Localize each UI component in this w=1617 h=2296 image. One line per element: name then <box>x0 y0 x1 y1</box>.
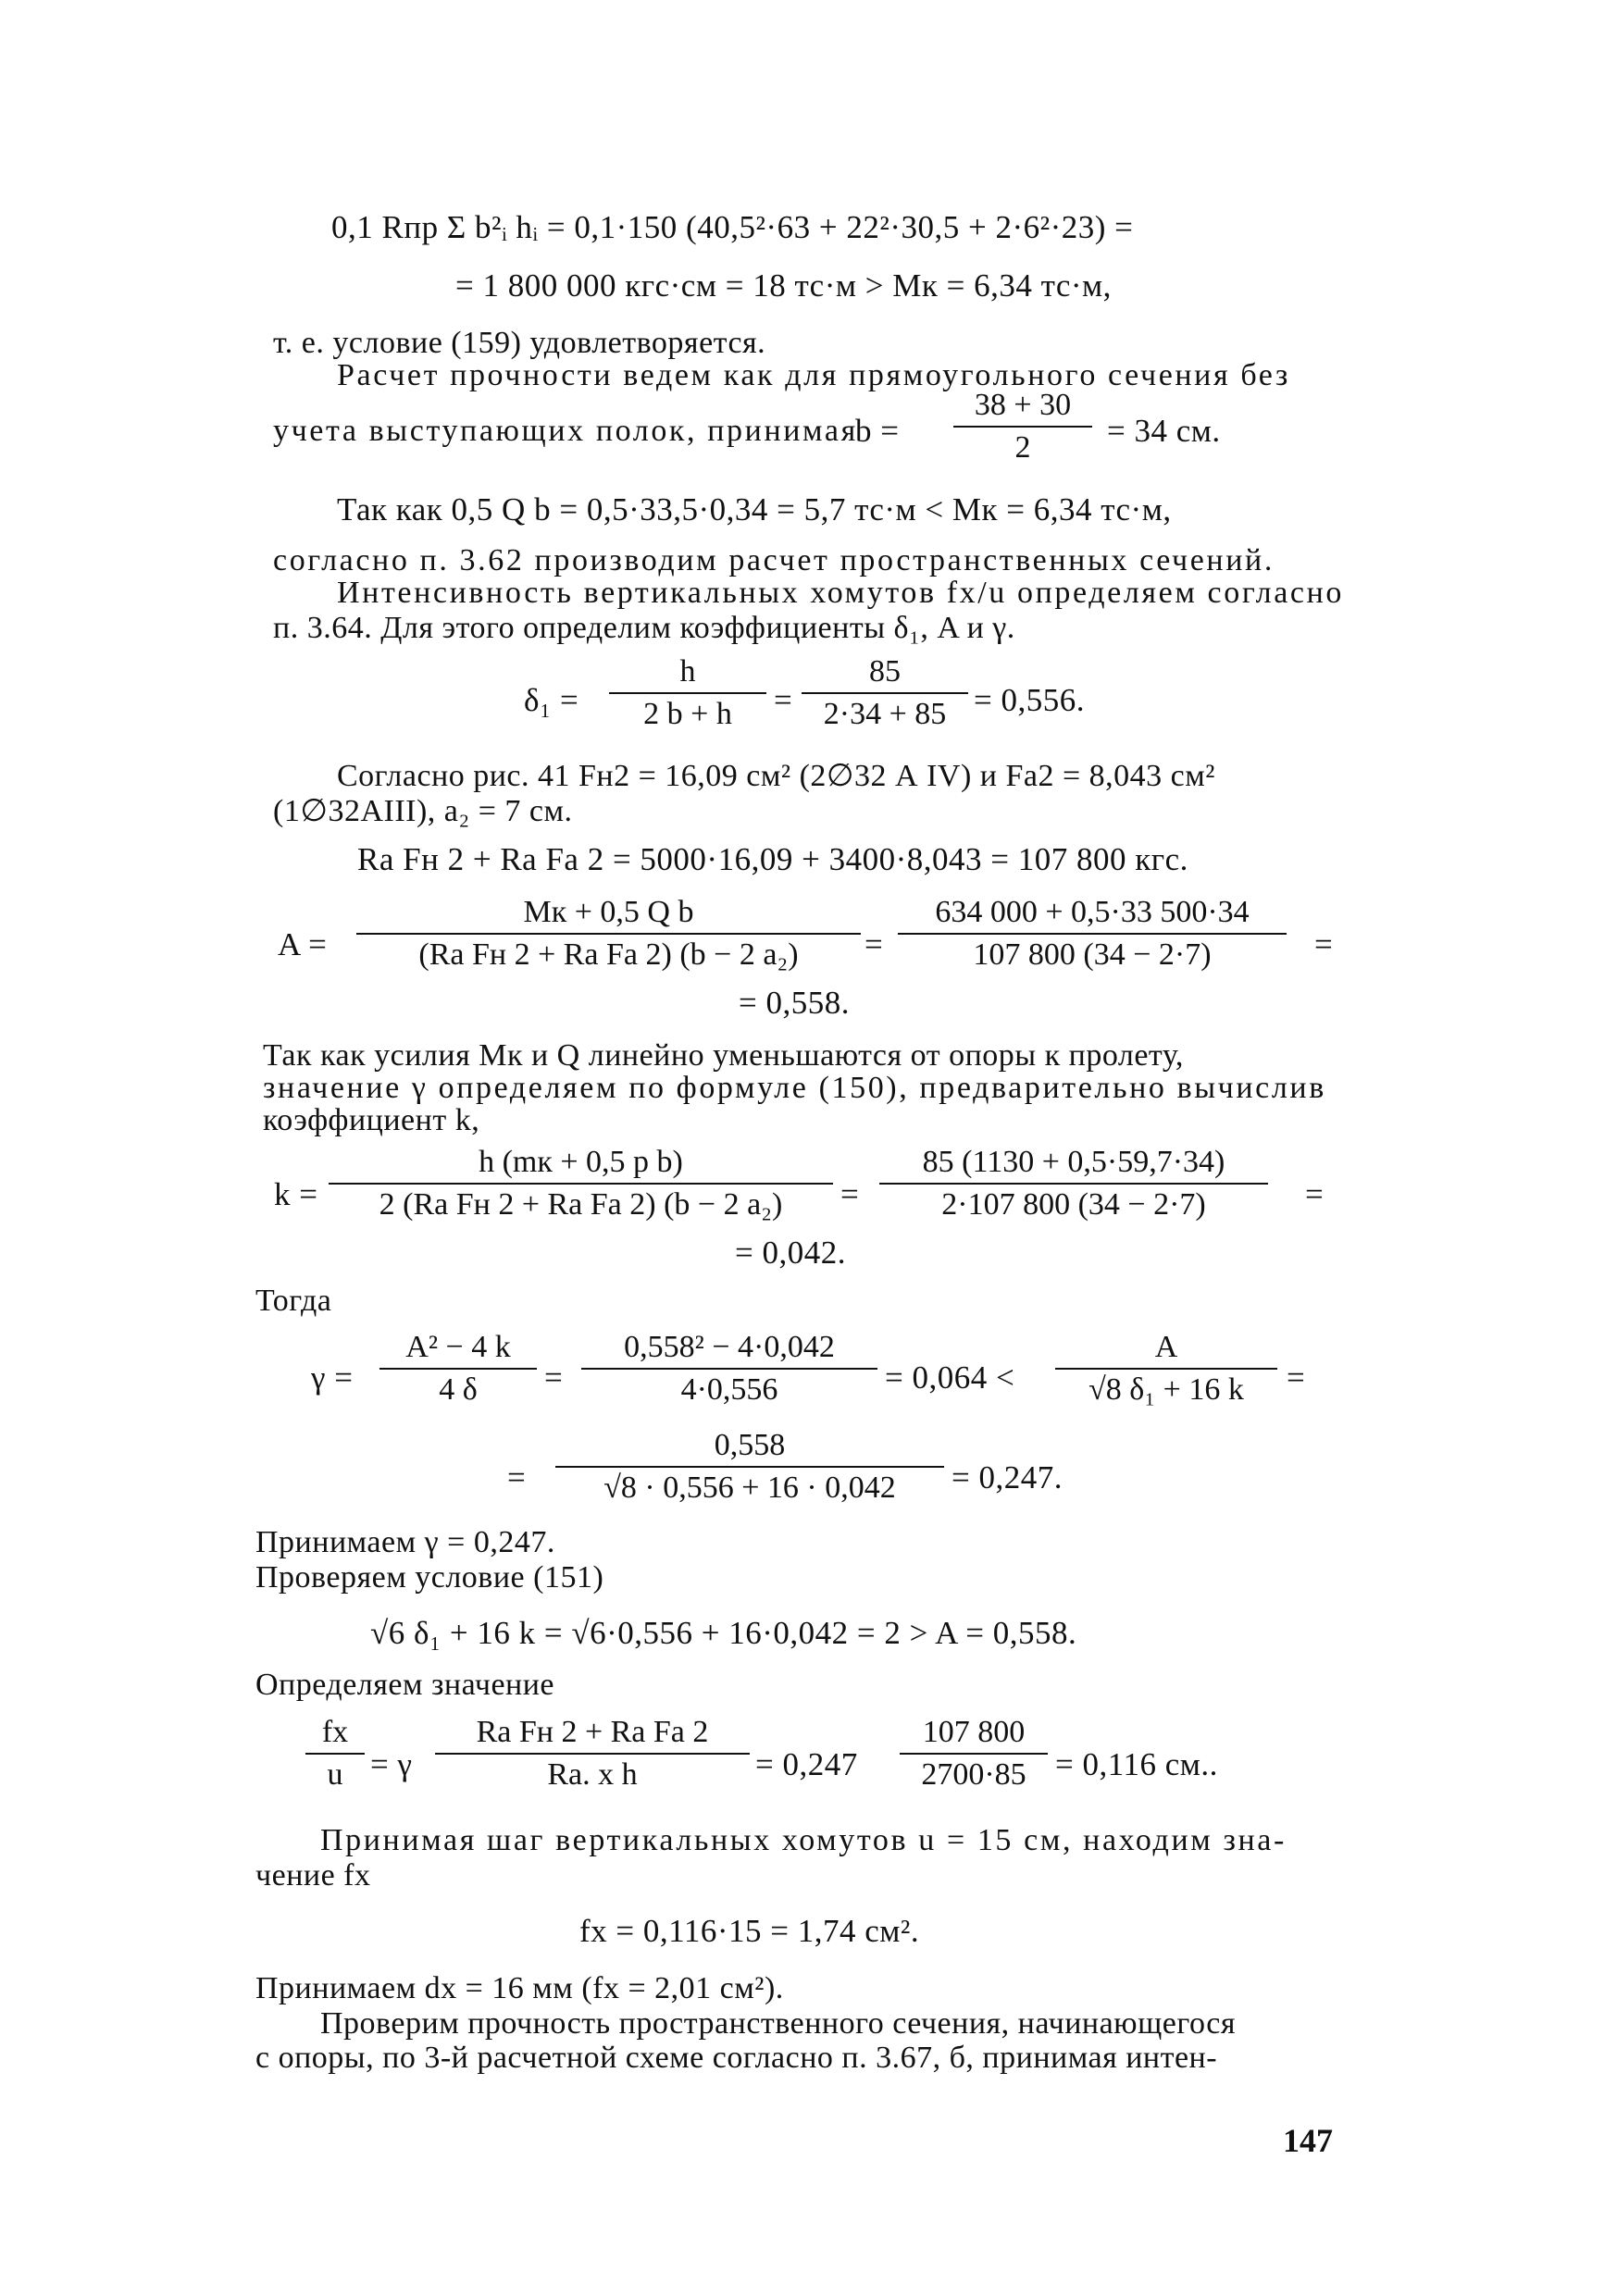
text-line: (1∅32АIII), a₂ = 7 см. <box>273 794 573 828</box>
equation-fx-mid2: = 0,247 <box>755 1746 858 1782</box>
fraction-denominator: √8 · 0,556 + 16 · 0,042 <box>555 1466 944 1507</box>
fraction-numerator: 107 800 <box>922 1715 1026 1749</box>
fraction-denominator: (Rа Fн 2 + Rа Fа 2) (b − 2 a₂) <box>356 933 861 974</box>
fraction-numerator: Mк + 0,5 Q b <box>523 895 694 929</box>
fraction-numerator: h (mк + 0,5 p b) <box>479 1145 683 1179</box>
text-line: Определяем значение <box>255 1668 555 1702</box>
fraction-denominator: 2 b + h <box>609 692 766 733</box>
text-line: Согласно рис. 41 Fн2 = 16,09 см² (2∅32 А IV) и Fа2 = 8,043 см² <box>337 759 1215 793</box>
fraction-numerator: 85 <box>869 654 901 689</box>
fraction-numerator: 634 000 + 0,5·33 500·34 <box>935 895 1250 929</box>
equals-sign: = <box>864 926 884 962</box>
fraction-numerator: fx <box>321 1715 349 1749</box>
fraction-denominator: 2700·85 <box>900 1753 1048 1793</box>
equation-torque-check: Так как 0,5 Q b = 0,5·33,5·0,34 = 5,7 тс·м < Mк = 6,34 тс·м, <box>337 491 1172 527</box>
equation-fx-value: fx = 0,116·15 = 1,74 см². <box>579 1913 920 1949</box>
text-line: Так как усилия Mк и Q линейно уменьшаются от опоры к пролету, <box>263 1038 1184 1073</box>
equals-sign: = <box>1287 1359 1306 1396</box>
fraction-fx-numeric <box>900 1714 1048 1793</box>
equation-delta-result: = 0,556. <box>974 682 1085 718</box>
equals-sign: = <box>1305 1176 1325 1212</box>
text-line: Расчет прочности ведем как для прямоугольного сечения без <box>337 358 1290 392</box>
fraction-denominator: √8 δ₁ + 16 k <box>1055 1368 1277 1409</box>
equation-A-result: = 0,558. <box>739 985 850 1021</box>
equation-b-lhs: b = <box>855 413 900 449</box>
fraction-denominator: 4·0,556 <box>581 1368 877 1409</box>
equation-gamma-lhs: γ = <box>311 1359 354 1396</box>
fraction-fx-forces <box>435 1714 750 1793</box>
fraction-gamma-limit <box>1055 1329 1277 1409</box>
fraction-delta <box>609 653 766 733</box>
text-line: Принимаем γ = 0,247. <box>255 1525 555 1559</box>
equation-moment-result: = 1 800 000 кгс·см = 18 тс·м > Mк = 6,34 тс·м, <box>455 267 1112 304</box>
text-line: с опоры, по 3-й расчетной схеме согласно п. 3.67, б, принимая интен- <box>255 2041 1218 2075</box>
text-line: Принимая шаг вертикальных хомутов u = 15 см, находим зна- <box>320 1823 1287 1857</box>
fraction-gamma <box>379 1329 537 1409</box>
fraction-k-numeric <box>879 1144 1268 1223</box>
text-line: п. 3.64. Для этого определим коэффициенты δ₁, A и γ. <box>273 611 1015 645</box>
fraction-numerator: 0,558² − 4·0,042 <box>624 1330 835 1364</box>
equals-sign: = <box>1314 926 1334 962</box>
fraction-numerator: 38 + 30 <box>974 388 1072 422</box>
fraction-A-numeric <box>898 894 1287 974</box>
fraction-k <box>329 1144 833 1223</box>
fraction-b <box>953 387 1092 466</box>
equation-fx-result: = 0,116 см.. <box>1055 1746 1218 1782</box>
equals-sign: = <box>840 1176 860 1212</box>
fraction-denominator: Rа. x h <box>435 1753 750 1793</box>
equation-A-lhs: A = <box>278 926 328 962</box>
fraction-numerator: Rа Fн 2 + Rа Fа 2 <box>476 1715 709 1749</box>
page-number: 147 <box>1283 2122 1333 2159</box>
fraction-gamma-numeric <box>581 1329 877 1409</box>
fraction-denominator: 2 (Rа Fн 2 + Rа Fа 2) (b − 2 a₂) <box>329 1183 833 1223</box>
fraction-denominator: 107 800 (34 − 2·7) <box>898 933 1287 974</box>
text-line: коэффициент k, <box>263 1103 480 1137</box>
equation-k-result: = 0,042. <box>735 1235 846 1271</box>
equation-gamma-mid: = 0,064 < <box>885 1359 1015 1396</box>
text-line: Проверим прочность пространственного сечения, начинающегося <box>320 2006 1237 2041</box>
fraction-denominator: 2 <box>953 426 1092 466</box>
equation-k-lhs: k = <box>274 1176 318 1212</box>
fraction-delta-numeric <box>802 653 968 733</box>
text-line: Проверяем условие (151) <box>255 1560 604 1595</box>
text-line: Тогда <box>255 1284 332 1318</box>
equation-fx-mid: = γ <box>370 1746 413 1782</box>
fraction-numerator: A² − 4 k <box>405 1330 511 1364</box>
text-line: Принимаем dx = 16 мм (fx = 2,01 см²). <box>255 1971 784 2005</box>
fraction-A <box>356 894 861 974</box>
equation-condition-151: √6 δ₁ + 16 k = √6·0,556 + 16·0,042 = 2 > A = 0,558. <box>370 1615 1077 1651</box>
equation-force-sum: Rа Fн 2 + Rа Fа 2 = 5000·16,09 + 3400·8,043 = 107 800 кгс. <box>357 841 1188 877</box>
fraction-numerator: h <box>679 654 696 689</box>
fraction-denominator: 2·107 800 (34 − 2·7) <box>879 1183 1268 1223</box>
equation-b-rhs: = 34 см. <box>1107 413 1221 449</box>
text-line: согласно п. 3.62 производим расчет пространственных сечений. <box>273 543 1275 577</box>
equals-sign: = <box>774 682 793 718</box>
fraction-numerator: 85 (1130 + 0,5·59,7·34) <box>922 1145 1225 1179</box>
fraction-denominator: u <box>305 1753 365 1793</box>
fraction-denominator: 4 δ <box>379 1368 537 1409</box>
equation-moment-sum: 0,1 Rпр Σ b²ᵢ hᵢ = 0,1·150 (40,5²·63 + 22²·30,5 + 2·6²·23) = <box>331 209 1134 245</box>
fraction-denominator: 2·34 + 85 <box>802 692 968 733</box>
text-line: чение fx <box>255 1858 371 1893</box>
fraction-fx-u <box>305 1714 365 1793</box>
equation-gamma-result: = 0,247. <box>952 1459 1063 1496</box>
equals-sign: = <box>544 1359 564 1396</box>
fraction-numerator: 0,558 <box>714 1428 786 1462</box>
fraction-gamma-final <box>555 1427 944 1507</box>
text-line: т. е. условие (159) удовлетворяется. <box>273 326 766 360</box>
text-line: учета выступающих полок, принимая <box>273 414 858 448</box>
equation-delta-lhs: δ₁ = <box>524 682 579 718</box>
text-line: Интенсивность вертикальных хомутов fx/u определяем согласно <box>337 576 1344 610</box>
fraction-numerator: A <box>1154 1330 1178 1364</box>
equals-sign: = <box>507 1459 527 1496</box>
text-line: значение γ определяем по формуле (150), предварительно вычислив <box>263 1071 1326 1105</box>
